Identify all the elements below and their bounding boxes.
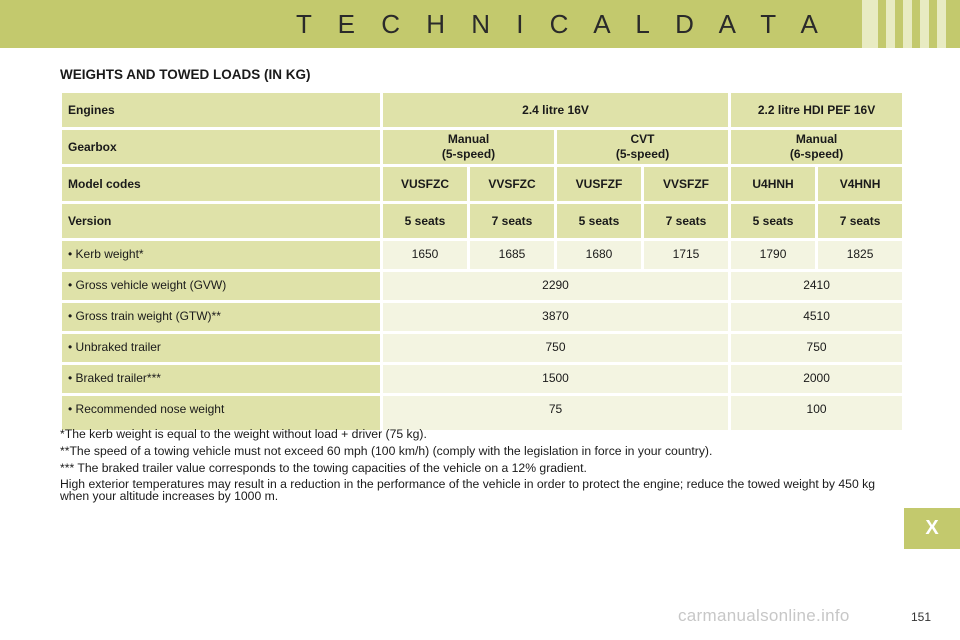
gearbox-manual6-line1: Manual (795, 132, 838, 146)
gvw-row (62, 272, 902, 300)
table-cell: V4HNH (818, 167, 902, 201)
table-cell: 1685 (470, 241, 554, 269)
table-cell: 5 seats (557, 204, 641, 238)
gearbox-manual6 (731, 130, 902, 164)
footnote: *** The braked trailer value corresponds to the towing capacities of the vehicle on a 12% gradient. (60, 461, 587, 475)
weights-table (59, 90, 905, 433)
footnotes (60, 427, 904, 505)
table-cell: 1500 (383, 365, 728, 393)
unbraked-label: • Unbraked trailer (62, 334, 380, 362)
page-title: T E C H N I C A L D A T A (296, 9, 828, 39)
model-codes-label: Model codes (62, 167, 380, 201)
table-cell: 7 seats (644, 204, 728, 238)
table-cell: 2290 (383, 272, 728, 300)
nose-weight-label: • Recommended nose weight (62, 396, 380, 430)
gearbox-label: Gearbox (62, 130, 380, 164)
table-cell: 4510 (731, 303, 902, 331)
table-cell: 1825 (818, 241, 902, 269)
footnote: **The speed of a towing vehicle must not exceed 60 mph (100 km/h) (comply with the legislation in force in your country). (60, 444, 713, 458)
table-cell: 100 (731, 396, 902, 430)
engine-petrol: 2.4 litre 16V (383, 93, 728, 127)
page-number: 151 (911, 610, 932, 624)
table-cell: VVSFZF (644, 167, 728, 201)
table-cell: 1790 (731, 241, 815, 269)
table-cell: 1650 (383, 241, 467, 269)
gtw-label: • Gross train weight (GTW)** (62, 303, 380, 331)
engine-diesel: 2.2 litre HDI PEF 16V (731, 93, 902, 127)
chapter-tab[interactable]: X (904, 508, 960, 549)
gvw-label: • Gross vehicle weight (GVW) (62, 272, 380, 300)
engines-label: Engines (62, 93, 380, 127)
table-cell: 750 (731, 334, 902, 362)
footnote: *The kerb weight is equal to the weight without load + driver (75 kg). (60, 427, 427, 441)
model-codes-row (62, 167, 902, 201)
unbraked-row (62, 334, 902, 362)
gtw-row (62, 303, 902, 331)
gearbox-row (62, 130, 902, 164)
table-cell: VUSFZC (383, 167, 467, 201)
kerb-weight-row (62, 241, 902, 269)
table-cell: 3870 (383, 303, 728, 331)
gearbox-manual5-line1: Manual (447, 132, 490, 146)
footnote: High exterior temperatures may result in a reduction in the performance of the vehicle in order to protect the engine; reduce the towed weight by 450 kg when your altitude increases by 1000 m. (60, 477, 875, 503)
kerb-weight-label: • Kerb weight* (62, 241, 380, 269)
table-cell: 2410 (731, 272, 902, 300)
table-cell: 1715 (644, 241, 728, 269)
gearbox-cvt (557, 130, 728, 164)
gearbox-manual5-line2: (5-speed) (441, 147, 496, 161)
braked-row (62, 365, 902, 393)
table-cell: 750 (383, 334, 728, 362)
version-label: Version (62, 204, 380, 238)
table-cell: VUSFZF (557, 167, 641, 201)
braked-label: • Braked trailer*** (62, 365, 380, 393)
page-header (0, 0, 960, 48)
section-title: WEIGHTS AND TOWED LOADS (IN KG) (60, 67, 311, 82)
table-cell: 7 seats (818, 204, 902, 238)
nose-weight-row (62, 396, 902, 430)
table-cell: 7 seats (470, 204, 554, 238)
table-cell: 2000 (731, 365, 902, 393)
gearbox-cvt-line1: CVT (630, 132, 655, 146)
gearbox-cvt-line2: (5-speed) (615, 147, 670, 161)
table-cell: U4HNH (731, 167, 815, 201)
table-cell: 5 seats (383, 204, 467, 238)
table-cell: 1680 (557, 241, 641, 269)
engines-row (62, 93, 902, 127)
header-stripes (862, 0, 946, 48)
version-row (62, 204, 902, 238)
gearbox-manual6-line2: (6-speed) (789, 147, 844, 161)
table-cell: 5 seats (731, 204, 815, 238)
watermark: carmanualsonline.info (678, 606, 850, 625)
table-cell: VVSFZC (470, 167, 554, 201)
gearbox-manual5 (383, 130, 554, 164)
table-cell: 75 (383, 396, 728, 430)
